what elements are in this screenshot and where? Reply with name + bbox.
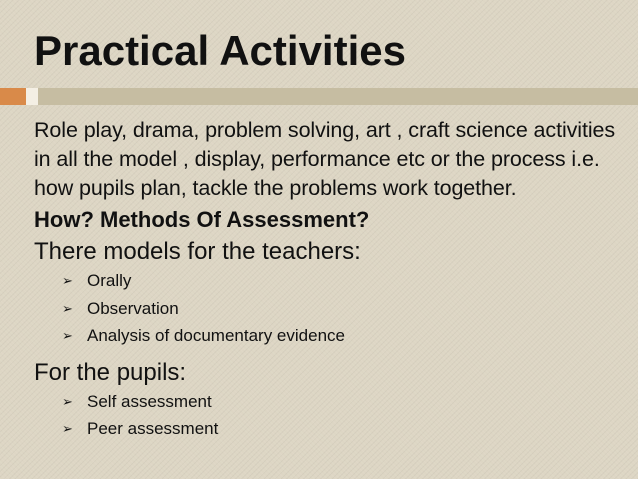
- assessment-heading: How? Methods Of Assessment?: [34, 207, 370, 232]
- pupil-methods-list: [34, 388, 628, 443]
- list-item: [62, 322, 628, 350]
- list-item: [62, 295, 628, 323]
- list-item: [62, 388, 628, 416]
- arrowhead-bullet-icon: ➢: [62, 393, 73, 409]
- list-item-label: Orally: [87, 271, 132, 290]
- accent-bar-tan: [38, 88, 638, 105]
- list-item: [62, 267, 628, 295]
- arrowhead-bullet-icon: ➢: [62, 328, 73, 343]
- intro-paragraph: Role play, drama, problem solving, art , craft science activities in all the model , display, performance etc or the process i.e. how pupils plan, tackle the problems work together.: [34, 118, 616, 200]
- arrowhead-bullet-icon: ➢: [62, 421, 73, 436]
- list-item-label: Observation: [87, 298, 179, 318]
- slide-body: [34, 116, 628, 443]
- pupils-lead: For the pupils:: [34, 358, 187, 386]
- arrowhead-bullet-icon: ➢: [62, 300, 73, 316]
- list-item-label: Peer assessment: [87, 419, 219, 438]
- teacher-methods-list: [34, 267, 628, 350]
- accent-bar-gap: [26, 88, 38, 105]
- list-item: [62, 415, 628, 443]
- accent-bar-orange: [0, 88, 26, 105]
- list-item-label: Analysis of documentary evidence: [87, 326, 345, 345]
- arrowhead-bullet-icon: ➢: [62, 273, 73, 288]
- slide-title: Practical Activities: [34, 27, 406, 74]
- list-item-label: Self assessment: [87, 391, 212, 411]
- teachers-lead: There models for the teachers:: [34, 238, 361, 265]
